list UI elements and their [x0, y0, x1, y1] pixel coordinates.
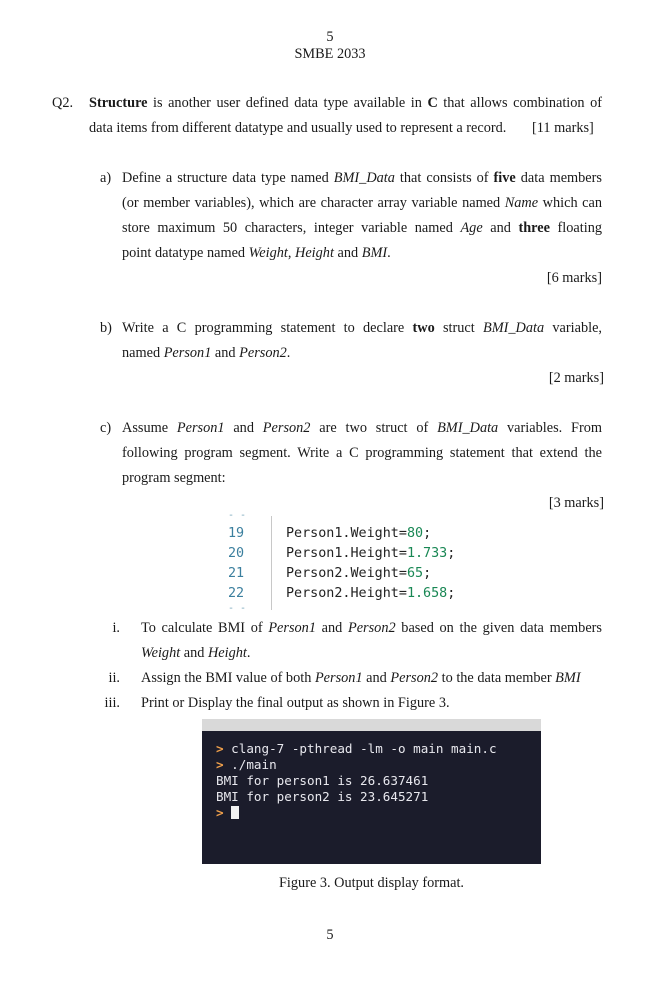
cursor-icon	[231, 806, 239, 819]
prompt-icon: >	[216, 741, 224, 756]
code-line-cut-top: - -	[228, 510, 247, 521]
header-course-code: SMBE 2033	[294, 46, 366, 62]
sub-item-i-line1: To calculate BMI of Person1 and Person2 based on the given data members	[141, 620, 602, 636]
part-a-line4: point datatype named Weight, Height and BMI.	[122, 245, 391, 261]
sub-item-label: i.	[112, 620, 120, 636]
question-marks: [11 marks]	[532, 120, 594, 136]
terminal-window	[202, 731, 541, 864]
question-intro-line2: data items from different datatype and usually used to represent a record.	[89, 120, 507, 136]
terminal-line: BMI for person2 is 23.645271	[216, 789, 429, 804]
code-statement: Person1.Weight=80;	[286, 526, 432, 541]
sub-item-ii-line1: Assign the BMI value of both Person1 and Person2 to the data member BMI	[141, 670, 581, 686]
header-page-number: 5	[326, 29, 334, 45]
code-statement: Person1.Height=1.733;	[286, 546, 456, 561]
terminal-top-bar	[202, 719, 541, 731]
sub-item-label: iii.	[104, 695, 120, 711]
code-statement: Person2.Height=1.658;	[286, 586, 456, 601]
code-line	[200, 526, 460, 544]
part-a-line3: store maximum 50 characters, integer variable named Age and three floating	[122, 220, 603, 236]
part-a-line1: Define a structure data type named BMI_Data that consists of five data members	[122, 170, 602, 186]
part-b-line1: Write a C programming statement to declare two struct BMI_Data variable,	[122, 320, 603, 336]
code-listing	[200, 510, 460, 614]
code-line-cut-bottom: - -	[228, 603, 247, 614]
terminal-line: > clang-7 -pthread -lm -o main main.c	[216, 741, 497, 756]
code-line	[200, 586, 460, 604]
part-a-label: a)	[100, 170, 112, 186]
code-line	[200, 566, 460, 584]
code-line	[200, 546, 460, 564]
part-c-line1: Assume Person1 and Person2 are two struct of BMI_Data variables. From	[122, 420, 602, 436]
footer-page-number: 5	[326, 927, 334, 943]
question-intro-line1: Structure is another user defined data type available in C that allows combination of	[89, 95, 602, 111]
part-c-line3: program segment:	[122, 470, 226, 486]
part-c-label: c)	[100, 420, 112, 436]
terminal-prompt-line	[216, 805, 239, 821]
code-statement: Person2.Weight=65;	[286, 566, 432, 581]
figure-caption: Figure 3. Output display format.	[278, 875, 465, 891]
part-c-line2: following program segment. Write a C programming statement that extend the	[122, 445, 602, 461]
sub-item-label: ii.	[108, 670, 120, 686]
terminal-line: BMI for person1 is 26.637461	[216, 773, 429, 788]
part-c-marks: [3 marks]	[548, 495, 604, 511]
part-b-marks: [2 marks]	[548, 370, 604, 386]
part-b-line2: named Person1 and Person2.	[122, 345, 291, 361]
code-line-number: 20	[228, 546, 245, 561]
code-line-number: 21	[228, 566, 245, 581]
part-a-marks: [6 marks]	[546, 270, 602, 286]
sub-item-iii-line1: Print or Display the final output as shown in Figure 3.	[141, 695, 450, 711]
prompt-icon: >	[216, 805, 224, 820]
terminal-line: > ./main	[216, 757, 277, 772]
sub-item-i-line2: Weight and Height.	[141, 645, 251, 661]
question-label: Q2.	[52, 95, 74, 111]
part-a-line2: (or member variables), which are character array variable named Name which can	[122, 195, 603, 211]
code-line-number: 22	[228, 586, 245, 601]
code-line-number: 19	[228, 526, 245, 541]
prompt-icon: >	[216, 757, 224, 772]
part-b-label: b)	[100, 320, 112, 336]
